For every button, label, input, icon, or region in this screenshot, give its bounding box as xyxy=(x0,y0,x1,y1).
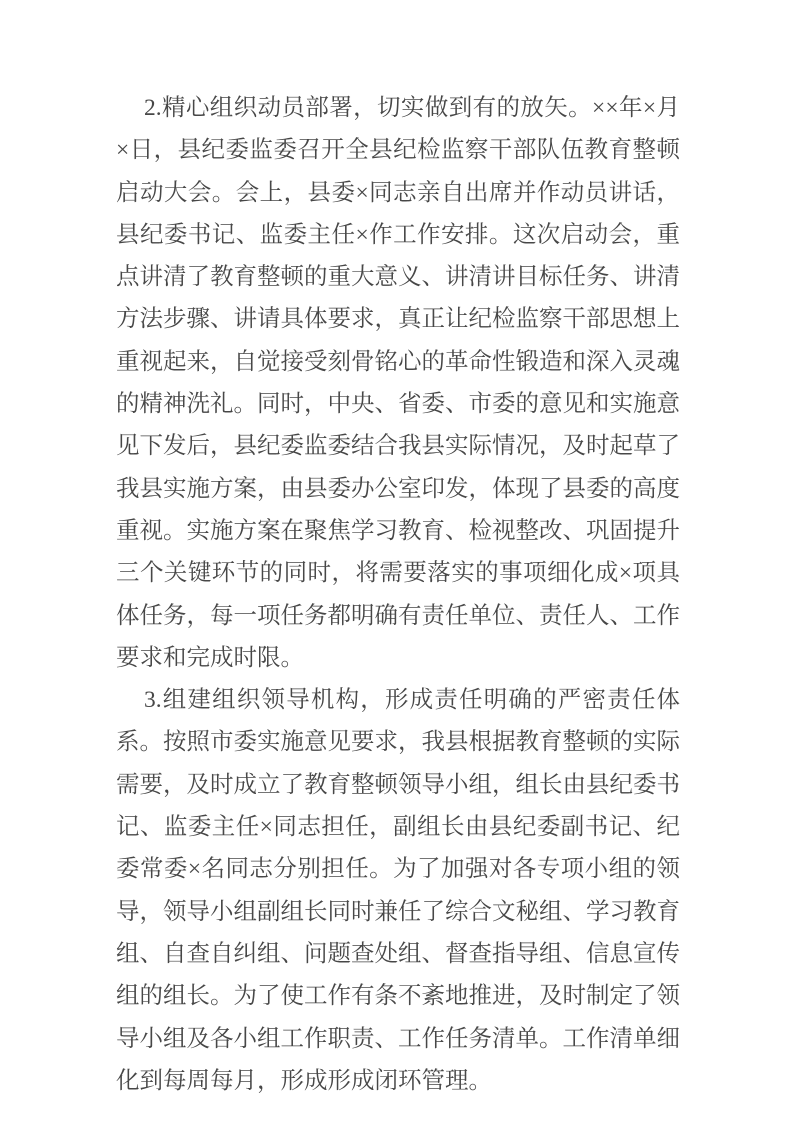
document-body xyxy=(116,0,680,1102)
paragraph-point-3: 3.组建组织领导机构，形成责任明确的严密责任体系。按照市委实施意见要求，我县根据教育整顿的实际需要，及时成立了教育整顿领导小组，组长由县纪委书记、监委主任×同志担任，副组长由县纪委副书记、纪委常委×名同志分别担任。为了加强对各专项小组的领导，领导小组副组长同时兼任了综合文秘组、学习教育组、自查自纠组、问题查处组、督查指导组、信息宣传组的组长。为了使工作有条不紊地推进，及时制定了领导小组及各小组工作职责、工作任务清单。工作清单细化到每周每月，形成形成闭环管理。 xyxy=(116,687,680,1094)
paragraph-point-2: 2.精心组织动员部署，切实做到有的放矢。××年×月×日，县纪委监委召开全县纪检监察干部队伍教育整顿启动大会。会上，县委×同志亲自出席并作动员讲话，县纪委书记、监委主任×作工作安排。这次启动会，重点讲清了教育整顿的重大意义、讲清讲目标任务、讲清方法步骤、讲请具体要求，真正让纪检监察干部思想上重视起来，自觉接受刻骨铭心的革命性锻造和深入灵魂的精神洗礼。同时，中央、省委、市委的意见和实施意见下发后，县纪委监委结合我县实际情况，及时起草了我县实施方案，由县委办公室印发，体现了县委的高度重视。实施方案在聚焦学习教育、检视整改、巩固提升三个关键环节的同时，将需要落实的事项细化成×项具体任务，每一项任务都明确有责任单位、责任人、工作要求和完成时限。 xyxy=(116,95,680,671)
